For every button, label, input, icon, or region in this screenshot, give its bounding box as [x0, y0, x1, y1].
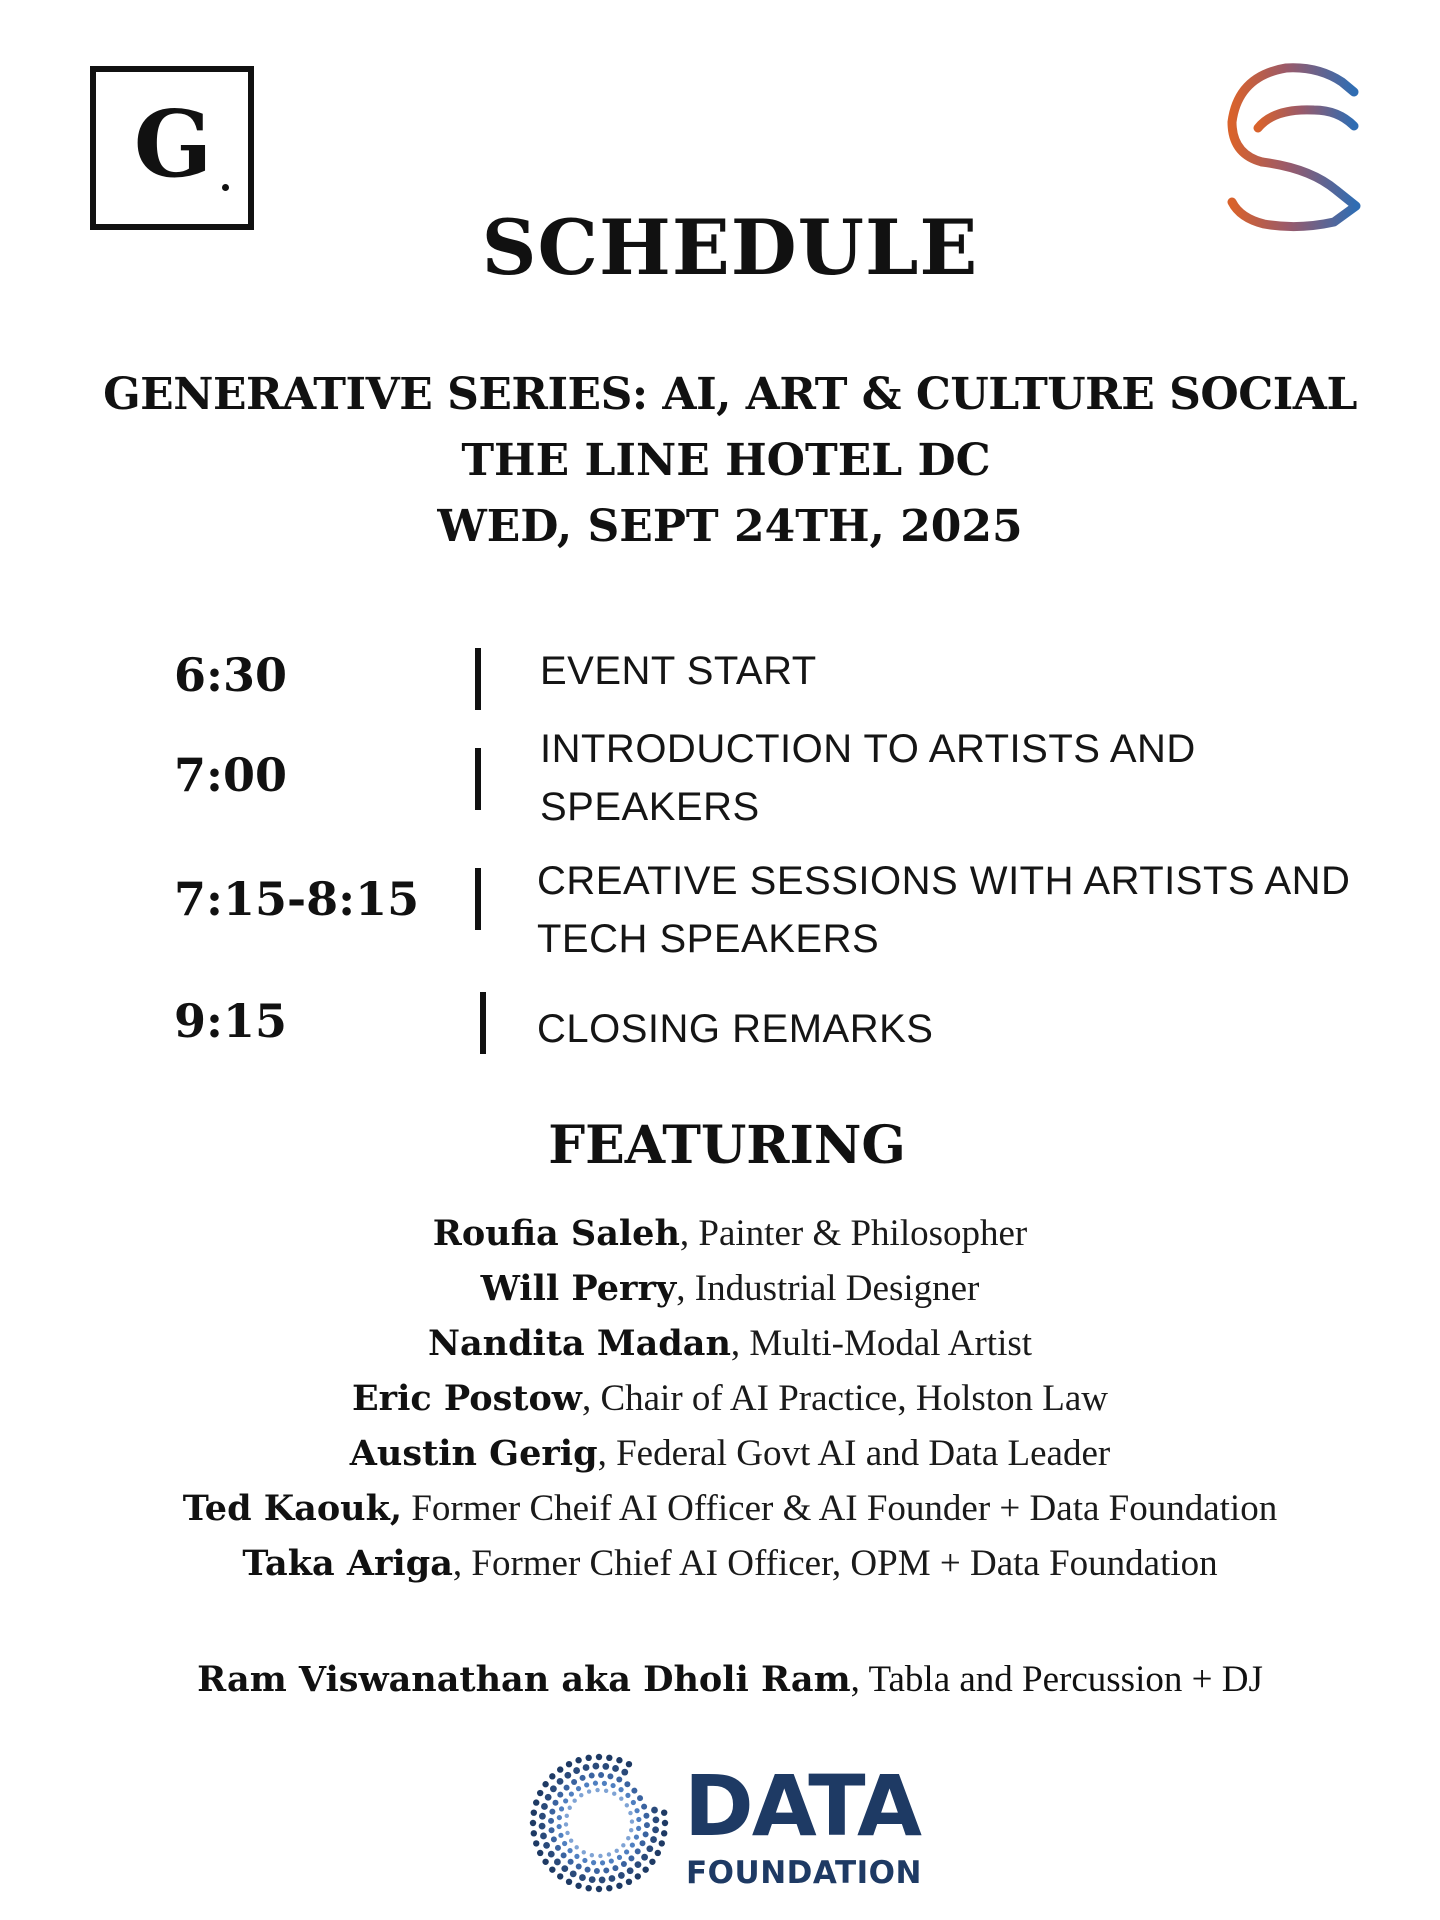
logo-dot: [548, 1818, 554, 1824]
logo-dot: [637, 1795, 643, 1801]
logo-dot: [572, 1799, 576, 1803]
person-name: Roufia Saleh: [432, 1213, 680, 1254]
logo-dot: [634, 1834, 639, 1839]
logo-dot: [626, 1879, 632, 1885]
logo-dot: [621, 1861, 627, 1867]
logo-dot: [569, 1791, 574, 1796]
logo-dot: [568, 1859, 574, 1865]
schedule-activity: [540, 642, 1360, 700]
logo-dot: [641, 1804, 647, 1810]
logo-dot: [564, 1785, 570, 1791]
logo-dot: [549, 1827, 555, 1833]
logo-dot: [661, 1830, 667, 1836]
logo-dot: [612, 1792, 616, 1796]
logo-dot: [634, 1808, 639, 1813]
logo-dot: [533, 1799, 539, 1805]
logo-dot: [585, 1755, 591, 1761]
logo-dot: [602, 1763, 609, 1770]
logo-dot: [662, 1820, 668, 1826]
schedule-time: 7:00: [174, 748, 288, 802]
schedule-activity-line: CREATIVE SESSIONS WITH ARTISTS AND: [537, 859, 1351, 903]
logo-dot: [609, 1875, 616, 1882]
logo-dot: [559, 1806, 564, 1811]
logo-dot: [631, 1800, 636, 1805]
list-item: [0, 1426, 1440, 1481]
schedule-divider: [475, 868, 481, 930]
logo-dot: [582, 1850, 586, 1854]
logo-dot: [618, 1872, 625, 1879]
featuring-heading: FEATURING: [548, 1115, 906, 1176]
logo-dot: [636, 1826, 641, 1831]
person-name: Will Perry: [480, 1268, 677, 1309]
schedule-activity-line: TECH SPEAKERS: [537, 917, 880, 961]
logo-dot: [557, 1815, 562, 1820]
person-role: , Chair of AI Practice, Holston Law: [581, 1378, 1109, 1419]
logo-dot: [610, 1783, 615, 1788]
logo-dot: [606, 1755, 612, 1761]
logo-dot: [593, 1781, 598, 1786]
logo-dot: [585, 1885, 591, 1891]
logo-dot: [566, 1879, 572, 1885]
logo-dot: [596, 1754, 602, 1760]
g-logo-letter: G: [133, 90, 211, 198]
logo-dot: [616, 1883, 622, 1889]
logo-dot: [598, 1772, 604, 1778]
logo-dot: [640, 1840, 646, 1846]
logo-dot: [575, 1883, 581, 1889]
logo-dot: [655, 1850, 661, 1856]
schedule-activity-line: SPEAKERS: [540, 785, 760, 829]
logo-dot: [599, 1877, 606, 1884]
logo-dot: [582, 1858, 587, 1863]
special-guest: [0, 1652, 1440, 1707]
logo-dot: [626, 1761, 632, 1767]
logo-dot: [625, 1793, 630, 1798]
logo-dot: [661, 1809, 667, 1815]
list-item: [0, 1481, 1440, 1536]
list-item: [0, 1261, 1440, 1316]
logo-dot: [631, 1788, 637, 1794]
logo-dot: [649, 1859, 655, 1865]
logo-dot: [539, 1813, 546, 1820]
logo-dot: [625, 1803, 629, 1807]
logo-dot: [621, 1843, 625, 1847]
logo-dot: [603, 1867, 609, 1873]
logo-dot: [579, 1793, 583, 1797]
data-foundation-dot-ring: [526, 1750, 672, 1896]
logo-dot: [612, 1765, 619, 1772]
logo-dot: [646, 1845, 653, 1852]
logo-dot: [554, 1859, 561, 1866]
event-venue: THE LINE HOTEL DC: [461, 435, 991, 486]
person-role: , Former Chief AI Officer, OPM + Data Foundation: [452, 1543, 1218, 1584]
logo-dot: [579, 1874, 586, 1881]
schedule-divider: [475, 648, 481, 710]
event-name: GENERATIVE SERIES: AI, ART & CULTURE SOCIAL: [103, 369, 1357, 420]
logo-dot: [562, 1841, 567, 1846]
list-item: [0, 1536, 1440, 1591]
logo-dot: [619, 1796, 623, 1800]
logo-dot: [606, 1885, 612, 1891]
logo-dot: [653, 1816, 660, 1823]
schedule-divider: [475, 748, 481, 810]
data-foundation-word-foundation: FOUNDATION: [686, 1855, 922, 1891]
logo-dot: [553, 1800, 559, 1806]
logo-dot: [576, 1786, 581, 1791]
logo-dot: [557, 1873, 563, 1879]
logo-dot: [594, 1868, 600, 1874]
logo-dot: [630, 1842, 635, 1847]
logo-dot: [628, 1855, 634, 1861]
logo-dot: [531, 1809, 537, 1815]
logo-dot: [635, 1873, 641, 1879]
logo-dot: [558, 1833, 563, 1838]
logo-dot: [636, 1817, 641, 1822]
logo-dot: [567, 1848, 572, 1853]
logo-dot: [541, 1803, 548, 1810]
logo-dot: [555, 1845, 561, 1851]
event-date: WED, SEPT 24TH, 2025: [437, 501, 1023, 552]
featured-people-list: [0, 1206, 1440, 1591]
logo-dot: [565, 1831, 569, 1835]
logo-dot: [621, 1769, 628, 1776]
logo-dot: [618, 1787, 623, 1792]
special-guest-name: Ram Viswanathan aka Dholi Ram: [197, 1659, 851, 1700]
logo-dot: [551, 1836, 557, 1842]
logo-dot: [590, 1853, 594, 1857]
person-name: Taka Ariga: [242, 1543, 453, 1584]
logo-dot: [626, 1836, 630, 1840]
logo-dot: [549, 1866, 555, 1872]
schedule-activity: [537, 1000, 1357, 1058]
schedule-activity: [540, 720, 1360, 836]
logo-dot: [575, 1757, 581, 1763]
logo-dot: [635, 1848, 641, 1854]
list-item: [0, 1371, 1440, 1426]
logo-dot: [545, 1794, 552, 1801]
logo-dot: [530, 1820, 536, 1826]
logo-dot: [616, 1757, 622, 1763]
logo-dot: [563, 1798, 568, 1803]
logo-dot: [557, 1824, 562, 1829]
schedule-activity-line: INTRODUCTION TO ARTISTS AND: [540, 727, 1196, 771]
logo-dot: [600, 1860, 605, 1865]
logo-dot: [565, 1814, 569, 1818]
logo-dot: [607, 1852, 611, 1856]
logo-dot: [612, 1865, 618, 1871]
schedule-activity-line: CLOSING REMARKS: [537, 1007, 934, 1051]
logo-dot: [615, 1849, 619, 1853]
logo-dot: [635, 1861, 642, 1868]
logo-dot: [540, 1833, 547, 1840]
logo-dot: [596, 1886, 602, 1892]
logo-dot: [568, 1806, 572, 1810]
logo-dot: [539, 1823, 546, 1830]
logo-dot: [548, 1851, 555, 1858]
logo-dot: [616, 1777, 622, 1783]
person-role: , Multi-Modal Artist: [730, 1323, 1033, 1364]
logo-dot: [557, 1778, 564, 1785]
logo-dot: [549, 1773, 555, 1779]
person-role: , Industrial Designer: [676, 1268, 980, 1309]
logo-dot: [569, 1839, 573, 1843]
logo-dot: [557, 1766, 563, 1772]
data-foundation-word-data: DATA: [684, 1757, 921, 1855]
logo-dot: [542, 1781, 548, 1787]
logo-dot: [580, 1775, 586, 1781]
special-guest-role: , Tabla and Percussion + DJ: [850, 1659, 1263, 1700]
logo-dot: [557, 1792, 563, 1798]
logo-dot: [575, 1845, 579, 1849]
logo-dot: [531, 1830, 537, 1836]
logo-dot: [549, 1809, 555, 1815]
logo-dot: [537, 1790, 543, 1796]
logo-dot: [566, 1761, 572, 1767]
logo-dot: [650, 1836, 657, 1843]
logo-dot: [630, 1819, 634, 1823]
logo-dot: [564, 1772, 571, 1779]
logo-dot: [643, 1831, 649, 1837]
logo-dot: [652, 1826, 659, 1833]
list-item: [0, 1316, 1440, 1371]
logo-dot: [641, 1854, 648, 1861]
logo-dot: [573, 1767, 580, 1774]
logo-dot: [570, 1870, 577, 1877]
schedule-activity-line: EVENT START: [540, 649, 817, 693]
person-role: , Federal Govt AI and Data Leader: [597, 1433, 1111, 1474]
data-foundation-logo: [526, 1750, 926, 1920]
logo-dot: [602, 1781, 607, 1786]
logo-dot: [585, 1867, 591, 1873]
logo-dot: [643, 1813, 649, 1819]
schedule-time: 6:30: [174, 648, 288, 702]
logo-dot: [561, 1865, 568, 1872]
logo-dot: [644, 1822, 650, 1828]
person-name: Austin Gerig: [349, 1433, 598, 1474]
schedule-activity: [537, 852, 1357, 968]
logo-dot: [624, 1781, 630, 1787]
logo-dot: [584, 1782, 589, 1787]
logo-dot: [589, 1876, 596, 1883]
person-name: Eric Postow: [351, 1378, 582, 1419]
logo-dot: [598, 1854, 602, 1858]
person-name: Nandita Madan: [427, 1323, 731, 1364]
page-title: SCHEDULE: [481, 203, 979, 292]
logo-dot: [550, 1785, 557, 1792]
person-name: Ted Kaouk,: [182, 1488, 403, 1529]
logo-dot: [607, 1773, 613, 1779]
logo-dot: [629, 1828, 633, 1832]
logo-dot: [642, 1866, 648, 1872]
logo-dot: [628, 1811, 632, 1815]
logo-dot: [537, 1850, 543, 1856]
logo-dot: [659, 1840, 665, 1846]
logo-dot: [595, 1788, 599, 1792]
person-role: Former Cheif AI Officer & AI Founder + Data Foundation: [402, 1488, 1278, 1529]
logo-dot: [617, 1855, 622, 1860]
logo-dot: [591, 1860, 596, 1865]
logo-dot: [604, 1789, 608, 1793]
list-item: [0, 1206, 1440, 1261]
logo-dot: [651, 1807, 658, 1814]
logo-dot: [564, 1822, 568, 1826]
logo-dot: [533, 1840, 539, 1846]
logo-dot: [542, 1859, 548, 1865]
person-role: , Painter & Philosopher: [679, 1213, 1028, 1254]
logo-dot: [624, 1849, 629, 1854]
logo-dot: [576, 1864, 582, 1870]
schedule-time: 9:15: [174, 994, 288, 1048]
logo-dot: [589, 1773, 595, 1779]
schedule-divider: [480, 992, 486, 1054]
logo-dot: [592, 1763, 599, 1770]
schedule-time: 7:15-8:15: [174, 872, 420, 926]
logo-dot: [561, 1852, 567, 1858]
logo-dot: [543, 1842, 550, 1849]
logo-dot: [587, 1789, 591, 1793]
logo-dot: [574, 1854, 579, 1859]
logo-dot: [627, 1867, 634, 1874]
logo-dot: [571, 1779, 577, 1785]
logo-dot: [583, 1764, 590, 1771]
logo-dot: [609, 1858, 614, 1863]
